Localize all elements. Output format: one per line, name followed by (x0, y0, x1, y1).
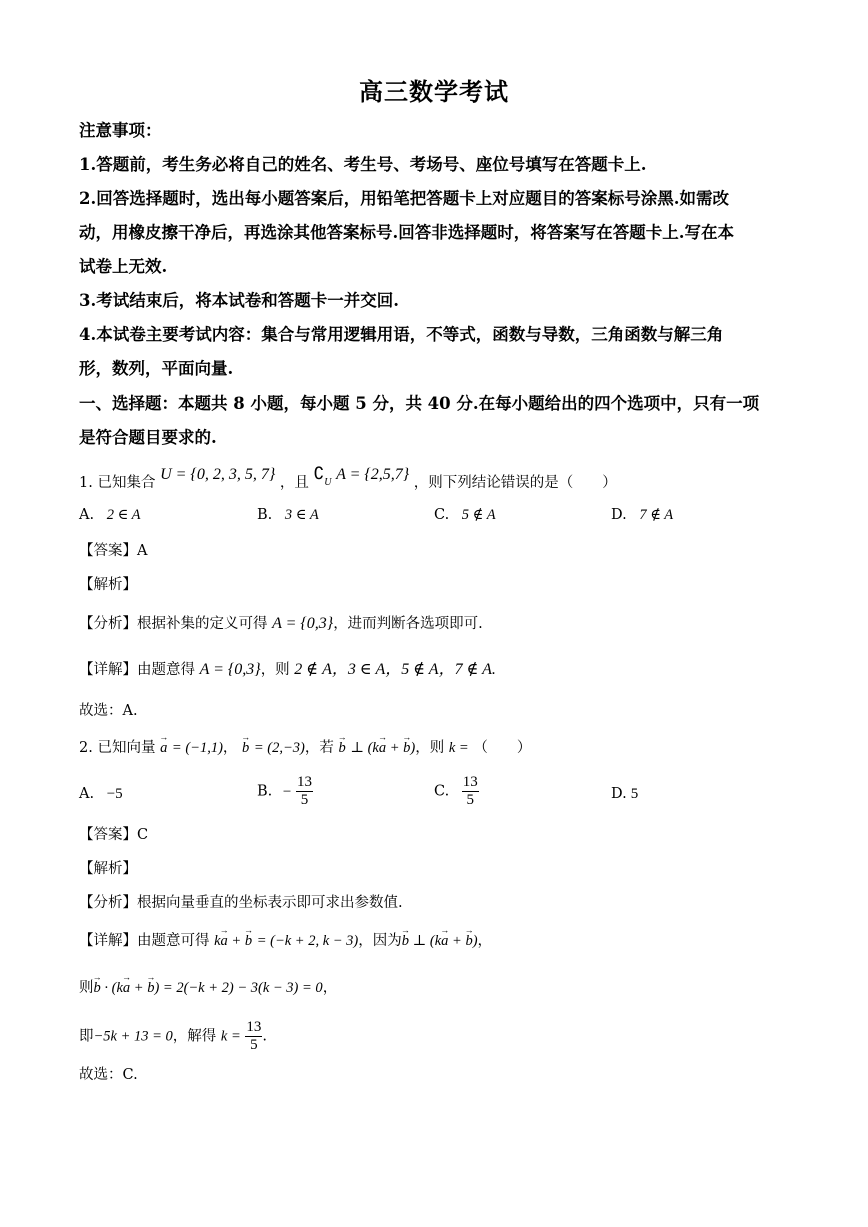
detail-expr: = 2(−k + 2) − 3(k − 3) = 0 (162, 980, 323, 996)
fenxi-text-2: ，进而判断各选项即可. (333, 616, 483, 632)
q1-suffix: ，则下列结论错误的是（ ） (413, 475, 617, 491)
fraction-denominator: 5 (300, 792, 309, 808)
fenxi-text: 根据向量垂直的坐标表示即可求出参数值. (137, 895, 403, 911)
option-expr: 3 ∈ A (284, 507, 319, 523)
notice-item-1: 1.答题前，考生务必将自己的姓名、考生号、考场号、座位号填写在答题卡上. (79, 155, 647, 174)
vector-a-symbol: → a (441, 931, 448, 951)
q1-set-u: U = {0, 2, 3, 5, 7} (160, 466, 276, 483)
notice-item-2-line-2: 动，用橡皮擦干净后，再选涂其他答案标号.回答非选择题时，将答案写在答题卡上.写在本 (79, 223, 734, 242)
detail-text-2: ，因为 (358, 933, 402, 949)
q2-vec-b-expr: = (2,−3) (253, 740, 305, 756)
option-label: D. (611, 507, 627, 523)
option-label: D. (611, 786, 627, 802)
option-expr: −5 (106, 786, 123, 802)
q2-cond-text: ，若 (304, 740, 334, 756)
fenxi-tag: 【分析】 (79, 616, 137, 632)
fenxi-expr: A = {0,3} (272, 615, 334, 632)
question-1-stem (79, 464, 799, 499)
vector-b-symbol: → b (147, 978, 154, 998)
option-label: A. (79, 507, 95, 523)
q2-detail-line-3: 即−5k + 13 = 0，解得 k = $\frac{13}{5}$ . (79, 1019, 267, 1053)
q2-option-b (257, 774, 313, 809)
q2-detail-line-1: 【详解】由题意可得 k→ a + → b = (−k + 2, k − 3)，因为→ b ⊥ (k→ a + → b)， (79, 931, 799, 951)
detail-k: k = (220, 1028, 241, 1045)
q2-paren: （ ） (473, 740, 532, 756)
fraction-denominator: 5 (466, 792, 475, 808)
section-heading-line-2: 是符合题目要求的. (79, 428, 217, 447)
q2-option-c (434, 774, 479, 809)
fraction-denominator: 5 (250, 1037, 258, 1053)
q1-set-a: A = {2,5,7} (336, 466, 410, 483)
q2-detail-line-2: 则→ b · (k→ a + → b) = 2(−k + 2) − 3(k − 3) = 0， (79, 978, 799, 998)
detail-mid: ，解得 (172, 1028, 217, 1045)
section-heading-line-1: 一、选择题：本题共 8 小题，每小题 5 分，共 40 分.在每小题给出的四个选项中，只有一项 (79, 394, 760, 413)
notice-item-2-line-3: 试卷上无效. (79, 257, 168, 276)
question-2-stem: 2. 已知向量 → a = (−1,1)， → b = (2,−3)，若 → b ⊥ (k→ a + → b)，则 k = （ ） (79, 738, 799, 758)
detail-text-2: ，则 (260, 662, 290, 678)
q2-choose: 故选：C. (79, 1067, 138, 1083)
q1-answer: 【答案】A (79, 543, 148, 559)
q1-analysis-tag: 【解析】 (79, 577, 137, 593)
q2-option-a (79, 786, 123, 803)
q1-choose: 故选：A. (79, 703, 138, 719)
option-label: B. (257, 783, 273, 800)
fraction-numerator: 13 (462, 774, 478, 790)
option-label: C. (434, 507, 450, 523)
option-expr: 5 ∉ A (461, 507, 496, 523)
vector-b-symbol: → b (402, 931, 409, 951)
q2-answer: 【答案】C (79, 827, 149, 843)
detail-suffix: ， (322, 980, 338, 996)
q1-detail (79, 660, 799, 680)
q2-perp-expr: ⊥ (k (350, 740, 379, 756)
vector-b-symbol: → b (338, 738, 345, 758)
q2-suffix: ，则 (415, 740, 445, 756)
option-fraction (462, 774, 479, 809)
option-label: B. (257, 507, 273, 523)
option-expr: 7 ∉ A (639, 507, 674, 523)
q1-analysis (79, 614, 799, 634)
page-title: 高三数学考试 (359, 77, 509, 106)
vector-a-symbol: → a (221, 931, 228, 951)
vector-b-symbol: → b (242, 738, 249, 758)
notice-item-4-line-1: 4.本试卷主要考试内容：集合与常用逻辑用语，不等式，函数与导数，三角函数与解三角 (79, 325, 724, 344)
option-expr: 5 (630, 786, 639, 802)
detail-prefix: 则 (79, 980, 94, 996)
q2-analysis-tag: 【解析】 (79, 861, 137, 877)
fenxi-tag: 【分析】 (79, 895, 137, 911)
notice-item-3: 3.考试结束后，将本试卷和答题卡一并交回. (79, 291, 399, 310)
notice-item-2-line-1: 2.回答选择题时，选出每小题答案后，用铅笔把答题卡上对应题目的答案标号涂黑.如需改 (79, 189, 729, 208)
fraction-numerator: 13 (296, 774, 312, 790)
detail-tag: 【详解】 (79, 662, 137, 678)
complement-subscript: U (324, 476, 332, 488)
vector-a-symbol: → a (160, 738, 167, 758)
detail-text: 由题意得 (137, 662, 195, 678)
fraction-numerator: 13 (246, 1019, 262, 1035)
notice-heading: 注意事项： (79, 121, 162, 140)
q1-option-c (434, 507, 496, 524)
vector-b-symbol: → b (403, 738, 410, 758)
vector-b-symbol: → b (465, 931, 472, 951)
vector-b-symbol: → b (245, 931, 252, 951)
option-fraction (296, 774, 313, 809)
detail-text: 由题意可得 (137, 933, 210, 949)
fenxi-text: 根据补集的定义可得 (137, 616, 268, 632)
q1-option-b (257, 507, 319, 524)
vector-a-symbol: → a (379, 738, 386, 758)
q2-analysis (79, 893, 799, 913)
option-expr: 2 ∈ A (106, 507, 141, 523)
q1-option-d (611, 507, 673, 524)
option-label: C. (434, 783, 450, 800)
detail-expr: = (−k + 2, k − 3) (256, 933, 359, 949)
detail-expr-2: 2 ∉ A，3 ∈ A，5 ∉ A，7 ∉ A. (294, 661, 496, 678)
detail-tag: 【详解】 (79, 933, 137, 949)
q2-vec-a-expr: = (−1,1) (171, 740, 223, 756)
q2-k-eq: k = (448, 740, 469, 756)
q1-option-a (79, 507, 141, 524)
q1-prefix: 1. 已知集合 (79, 475, 156, 491)
q2-option-d (611, 786, 638, 803)
notice-item-4-line-2: 形，数列，平面向量. (79, 359, 234, 378)
complement-symbol: ∁ (313, 464, 325, 483)
detail-expr: A = {0,3} (199, 661, 261, 678)
option-label: A. (79, 786, 95, 802)
option-sign: − (282, 783, 292, 800)
q2-prefix: 2. 已知向量 (79, 740, 156, 756)
detail-expr: −5k + 13 = 0 (93, 1028, 173, 1045)
vector-a-symbol: → a (123, 978, 130, 998)
detail-fraction (245, 1019, 262, 1054)
detail-prefix: 即 (79, 1028, 94, 1045)
vector-b-symbol: → b (94, 978, 101, 998)
q1-mid: ，且 (279, 475, 309, 491)
